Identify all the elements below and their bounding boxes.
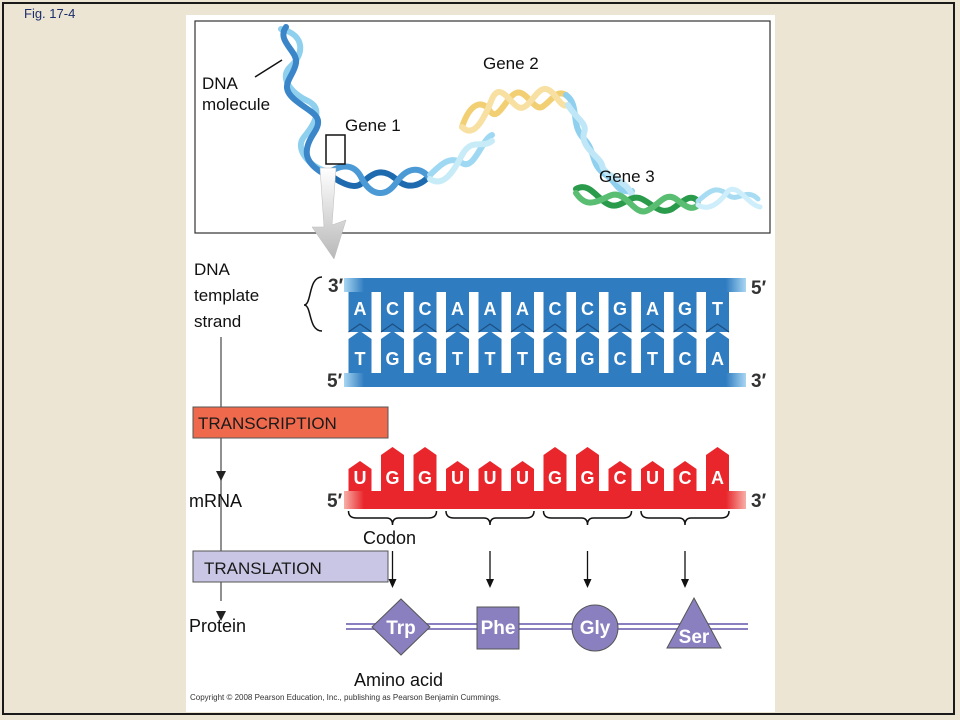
template-label-line3: strand	[194, 312, 242, 331]
gene3-label: Gene 3	[599, 167, 655, 186]
codon-arrow-head-0	[389, 579, 397, 588]
dna-molecule-label-line2: molecule	[202, 95, 271, 114]
template-base-letter-8: G	[612, 299, 628, 319]
template-brace	[304, 277, 322, 331]
template-base-letter-10: G	[677, 299, 693, 319]
mrna-left-end: 5′	[327, 491, 343, 512]
template-top-right-end: 5′	[751, 278, 767, 299]
amino-acid-3-label: Gly	[579, 618, 611, 639]
template-top-left-end: 3′	[328, 276, 344, 297]
mrna-base-letter-10: C	[678, 468, 692, 488]
transcription-arrow-head	[216, 471, 226, 481]
mrna-label: mRNA	[189, 491, 242, 511]
codon-arrow-head-2	[584, 579, 592, 588]
codon-arrows	[389, 551, 690, 588]
complement-base-letter-6: G	[547, 349, 563, 369]
complement-base-letter-2: G	[417, 349, 433, 369]
transcription-label: TRANSCRIPTION	[198, 414, 337, 433]
template-bottom-left-end: 5′	[327, 371, 343, 392]
amino-acid-4-label: Ser	[678, 627, 710, 648]
mrna-strand	[344, 447, 746, 509]
mrna-base-letter-1: G	[385, 468, 400, 488]
figure-panel	[186, 15, 775, 712]
complement-base-letter-11: A	[711, 349, 724, 369]
template-label-line1: DNA	[194, 260, 230, 279]
codon-brace-1	[446, 511, 534, 525]
complement-base-letter-1: G	[385, 349, 400, 369]
template-base-letter-6: C	[548, 299, 562, 319]
protein-label: Protein	[189, 616, 247, 636]
dna-double-strand	[344, 278, 746, 387]
mrna-base-letter-11: A	[711, 468, 724, 488]
template-base-letter-11: T	[712, 299, 723, 319]
mrna-base-letter-6: G	[547, 468, 563, 488]
complement-base-letter-3: T	[452, 349, 463, 369]
template-base-letter-7: C	[581, 299, 594, 319]
mrna-base-letter-7: G	[580, 468, 595, 488]
template-bottom-backbone	[344, 373, 746, 387]
complement-base-letter-5: T	[517, 349, 528, 369]
codon-brace-2	[544, 511, 632, 525]
template-bottom-right-end: 3′	[751, 371, 767, 392]
mrna-right-end: 3′	[751, 491, 767, 512]
template-label-line2: template	[194, 286, 260, 305]
mrna-base-letter-2: G	[417, 468, 433, 488]
codon-arrow-head-1	[486, 579, 494, 588]
complement-base-letter-4: T	[484, 349, 496, 369]
template-base-letter-1: C	[386, 299, 399, 319]
amino-acid-caption: Amino acid	[354, 670, 444, 690]
mrna-base-letter-0: U	[353, 468, 367, 488]
mrna-backbone	[344, 491, 746, 509]
mrna-base-letter-3: U	[451, 468, 464, 488]
amino-acid-2-label: Phe	[480, 618, 516, 639]
mrna-base-letter-8: C	[613, 468, 627, 488]
template-base-letter-9: A	[646, 299, 659, 319]
codon-braces	[349, 511, 730, 525]
complement-base-letter-0: T	[354, 349, 366, 369]
template-top-backbone	[344, 278, 746, 292]
template-base-letter-0: A	[353, 299, 367, 319]
codon-brace-3	[641, 511, 729, 525]
translation-label: TRANSLATION	[204, 559, 322, 578]
figure-label: Fig. 17-4	[24, 6, 76, 21]
template-base-letter-4: A	[483, 299, 497, 319]
mrna-base-letter-5: U	[516, 468, 529, 488]
template-base-letter-2: C	[418, 299, 432, 319]
template-base-letter-5: A	[516, 299, 529, 319]
mrna-base-letter-9: U	[646, 468, 659, 488]
gene1-label: Gene 1	[345, 116, 401, 135]
template-base-letter-3: A	[451, 299, 464, 319]
mrna-base-letter-4: U	[483, 468, 497, 488]
complement-base-letter-9: T	[647, 349, 658, 369]
complement-base-letter-7: G	[580, 349, 595, 369]
complement-base-letter-8: C	[613, 349, 627, 369]
gene-expression-diagram	[186, 15, 775, 712]
codon-arrow-head-3	[681, 579, 689, 588]
codon-label: Codon	[363, 528, 417, 548]
codon-brace-0	[349, 511, 437, 525]
gene2-label: Gene 2	[483, 54, 539, 73]
complement-base-letter-10: C	[678, 349, 692, 369]
amino-acid-1-label: Trp	[386, 618, 416, 639]
dna-molecule-label-line1: DNA	[202, 74, 238, 93]
copyright-notice: Copyright © 2008 Pearson Education, Inc., publishing as Pearson Benjamin Cummings.	[190, 693, 501, 702]
